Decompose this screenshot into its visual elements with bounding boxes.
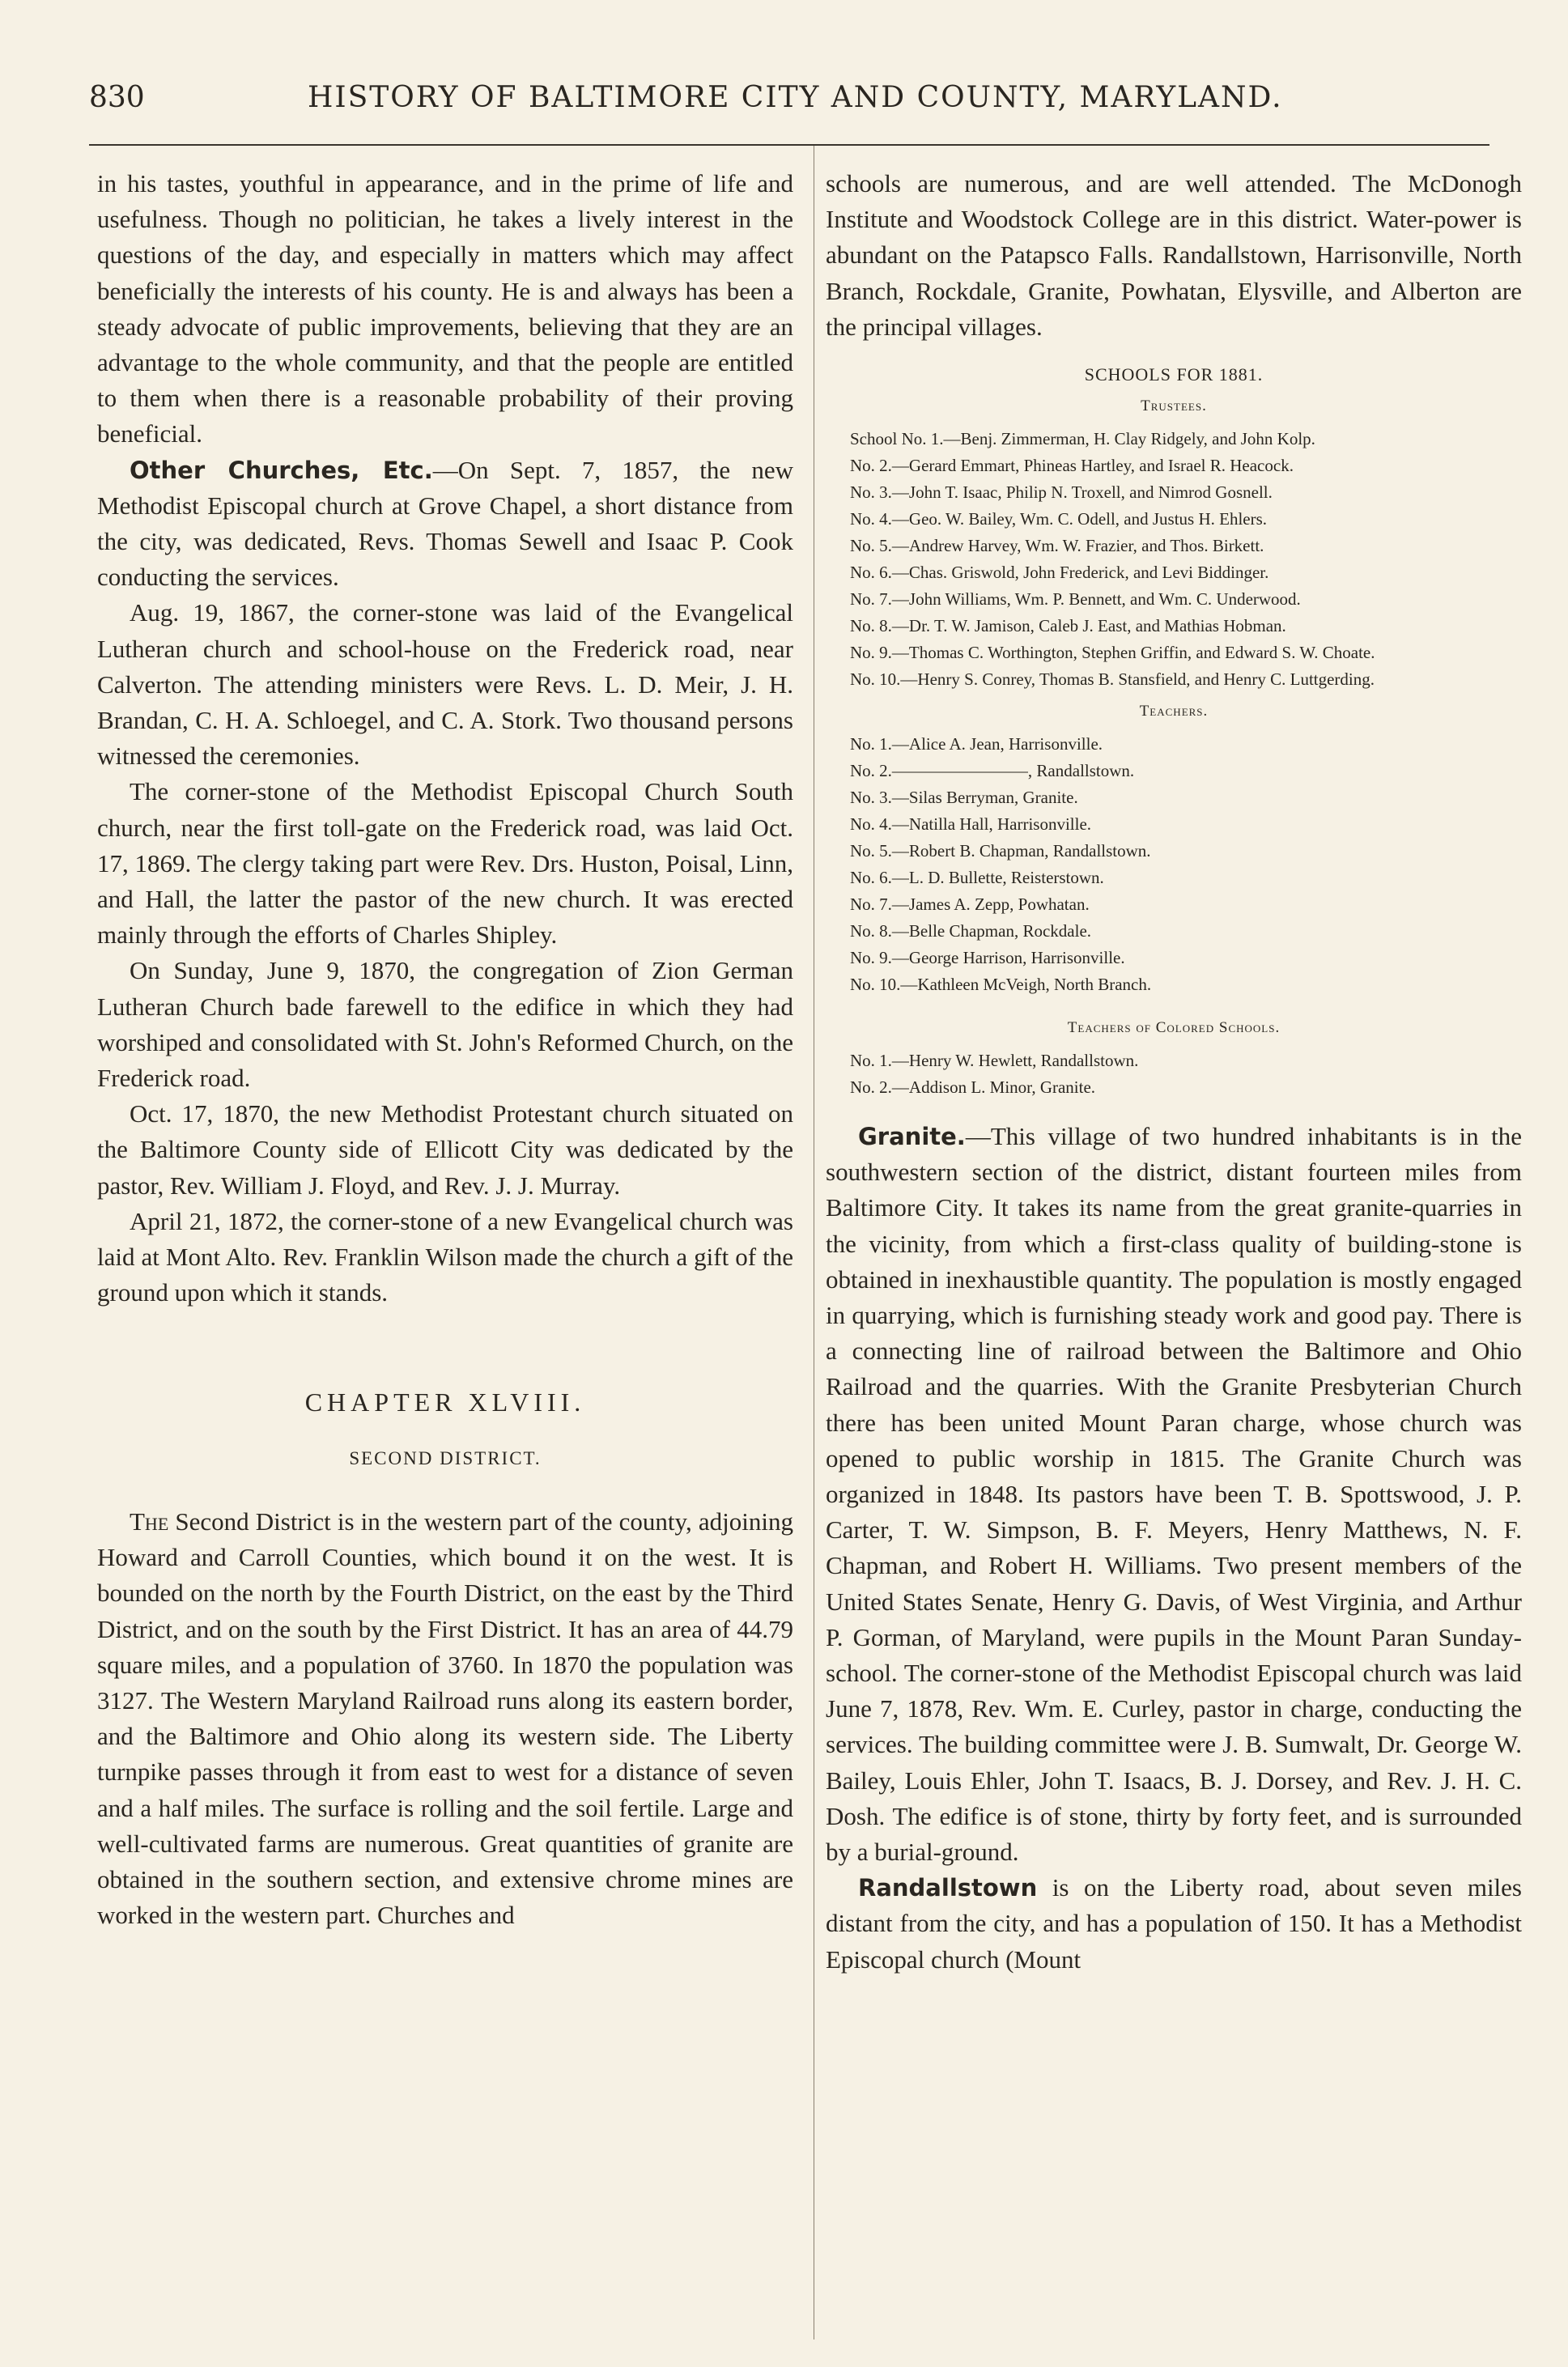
paragraph (97, 453, 793, 596)
list-item: No. 1.—Alice A. Jean, Harrisonville. (850, 734, 1103, 754)
paragraph (826, 1870, 1522, 1978)
trustees-list (826, 426, 1522, 693)
list-item: No. 5.—Andrew Harvey, Wm. W. Frazier, and Thos. Birkett. (850, 536, 1264, 556)
list-item: No. 3.—John T. Isaac, Philip N. Troxell, and Nimrod Gosnell. (850, 482, 1273, 503)
chapter-title: CHAPTER XLVIII. (304, 1387, 586, 1417)
paragraph: Oct. 17, 1870, the new Methodist Protestant church situated on the Baltimore County side of Ellicott City was dedicated by the pastor, Rev. William J. Floyd, and Rev. J. J. Murray. (97, 1099, 793, 1200)
list-item: No. 8.—Dr. T. W. Jamison, Caleb J. East, and Mathias Hobman. (850, 616, 1286, 636)
run-in-heading: Other Churches, Etc. (130, 456, 433, 484)
list-item: No. 9.—Thomas C. Worthington, Stephen Griffin, and Edward S. W. Choate. (850, 643, 1375, 663)
list-item: No. 5.—Robert B. Chapman, Randallstown. (850, 841, 1151, 861)
running-title: HISTORY OF BALTIMORE CITY AND COUNTY, MARYLAND. (308, 81, 1283, 114)
colored-teachers-list (826, 1048, 1522, 1101)
paragraph: On Sunday, June 9, 1870, the congregation of Zion German Lutheran Church bade farewell to the edifice in which they had worshiped and consolidated with St. John's Reformed Church, on the Frederick road. (97, 956, 793, 1093)
lead-word: The (130, 1506, 169, 1536)
page-number: 830 (89, 81, 145, 114)
paragraph-body: —This village of two hundred inhabitants is in the southwestern section of the district, distant fourteen miles from Baltimore City. It takes its name from the great granite-quarries in the vicinity, from which a first-class quality of building-stone is obtained in inexhaustible quantity. The population is mostly engaged in quarrying, which is furnishing steady work and good pay. There is a connecting line of railroad between the Baltimore and Ohio Railroad and the quarries. With the Granite Presbyterian Church there has been united Mount Paran charge, whose church was opened to public worship in 1815. The Granite Church was organized in 1848. Its pastors have been T. B. Spottswood, J. P. Carter, T. W. Simpson, B. F. Meyers, Henry Matthews, N. F. Chapman, and Robert H. Williams. Two present members of the United States Senate, Henry G. Davis, of West Virginia, and Arthur P. Gorman, of Maryland, were pupils in the Mount Paran Sunday-school. The corner-stone of the Methodist Episcopal church was laid June 7, 1878, Rev. Wm. E. Curley, pastor in charge, conducting the services. The building committee were J. B. Sumwalt, Dr. George W. Bailey, Louis Ehler, John T. Isaacs, B. J. Dorsey, and Rev. J. H. C. Dosh. The edifice is of stone, thirty by forty feet, and is surrounded by a burial-ground. (826, 1122, 1522, 1867)
paragraph: Aug. 19, 1867, the corner-stone was laid of the Evangelical Lutheran church and school-house on the Frederick road, near Calverton. The attending ministers were Revs. L. D. Meir, J. H. Brandan, C. H. A. Schloegel, and C. A. Stork. Two thousand persons witnessed the ceremonies. (97, 598, 793, 771)
teachers-title: Teachers. (1139, 703, 1209, 720)
list-item: No. 10.—Henry S. Conrey, Thomas B. Stansfield, and Henry C. Luttgerding. (850, 669, 1375, 690)
district-title: SECOND DISTRICT. (349, 1447, 542, 1468)
list-item: No. 2.—Addison L. Minor, Granite. (850, 1077, 1096, 1098)
right-column (826, 166, 1522, 1978)
list-item: No. 4.—Geo. W. Bailey, Wm. C. Odell, and Justus H. Ehlers. (850, 509, 1268, 529)
schools-title: SCHOOLS FOR 1881. (1084, 364, 1264, 385)
list-item: No. 6.—L. D. Bullette, Reisterstown. (850, 868, 1104, 888)
list-item: No. 8.—Belle Chapman, Rockdale. (850, 921, 1092, 941)
run-in-heading: Granite. (858, 1123, 966, 1151)
list-item: No. 4.—Natilla Hall, Harrisonville. (850, 814, 1092, 835)
list-item: No. 6.—Chas. Griswold, John Frederick, and Levi Biddinger. (850, 563, 1269, 583)
paragraph-body: —On Sept. 7, 1857, the new Methodist Episcopal church at Grove Chapel, a short distance from the city, was dedicated, Revs. Thomas Sewell and Isaac P. Cook conducting the services. (97, 455, 793, 592)
colored-teachers-title: Teachers of Colored Schools. (1067, 1019, 1281, 1037)
header-rule (89, 144, 1489, 146)
list-item: School No. 1.—Benj. Zimmerman, H. Clay Ridgely, and John Kolp. (850, 429, 1315, 449)
schools-table (826, 361, 1522, 1101)
page-header (89, 81, 1481, 130)
run-in-heading: Randallstown (858, 1874, 1038, 1902)
list-item: No. 7.—John Williams, Wm. P. Bennett, and Wm. C. Underwood. (850, 589, 1301, 610)
list-item: No. 2.————————, Randallstown. (850, 761, 1135, 781)
teachers-list (826, 731, 1522, 998)
list-item: No. 1.—Henry W. Hewlett, Randallstown. (850, 1051, 1139, 1071)
list-item: No. 2.—Gerard Emmart, Phineas Hartley, and Israel R. Heacock. (850, 456, 1294, 476)
paragraph: April 21, 1872, the corner-stone of a new Evangelical church was laid at Mont Alto. Rev. Franklin Wilson made the church a gift of the ground upon which it stands. (97, 1206, 793, 1307)
left-column (97, 166, 793, 1933)
list-item: No. 3.—Silas Berryman, Granite. (850, 788, 1078, 808)
paragraph: schools are numerous, and are well attended. The McDonogh Institute and Woodstock College are in this district. Water-power is abundant on the Patapsco Falls. Randallstown, Harrisonville, North Branch, Rockdale, Granite, Powhatan, Elysville, and Alberton are the principal villages. (826, 169, 1522, 341)
paragraph-body: is on the Liberty road, about seven miles distant from the city, and has a population of 150. It has a Methodist Episcopal church (Mount (826, 1873, 1522, 1974)
paragraph: in his tastes, youthful in appearance, and in the prime of life and usefulness. Though no politician, he takes a lively interest in the questions of the day, and especially in matters which may affect beneficially the interests of his county. He is and always has been a steady advocate of public improvements, believing that they are an advantage to the whole community, and that the people are entitled to them when there is a reasonable probability of their proving beneficial. (97, 169, 793, 448)
paragraph (826, 1119, 1522, 1870)
list-item: No. 9.—George Harrison, Harrisonville. (850, 948, 1125, 968)
list-item: No. 10.—Kathleen McVeigh, North Branch. (850, 975, 1152, 995)
paragraph-body: Second District is in the western part of the county, adjoining Howard and Carroll Counties, which bound it on the west. It is bounded on the north by the Fourth District, on the east by the Third District, and on the south by the First District. It has an area of 44.79 square miles, and a population of 3760. In 1870 the population was 3127. The Western Maryland Railroad runs along its eastern border, and the Baltimore and Ohio along its western side. The Liberty turnpike passes through it from east to west for a distance of seven and a half miles. The surface is rolling and the soil fertile. Large and well-cultivated farms are numerous. Great quantities of granite are obtained in the southern section, and extensive chrome mines are worked in the western part. Churches and (97, 1506, 793, 1930)
trustees-title: Trustees. (1141, 397, 1207, 415)
paragraph (97, 1504, 793, 1933)
paragraph: The corner-stone of the Methodist Episcopal Church South church, near the first toll-gate on the Frederick road, was laid Oct. 17, 1869. The clergy taking part were Rev. Drs. Huston, Poisal, Linn, and Hall, the latter the pastor of the new church. It was erected mainly through the efforts of Charles Shipley. (97, 777, 793, 950)
list-item: No. 7.—James A. Zepp, Powhatan. (850, 895, 1090, 915)
